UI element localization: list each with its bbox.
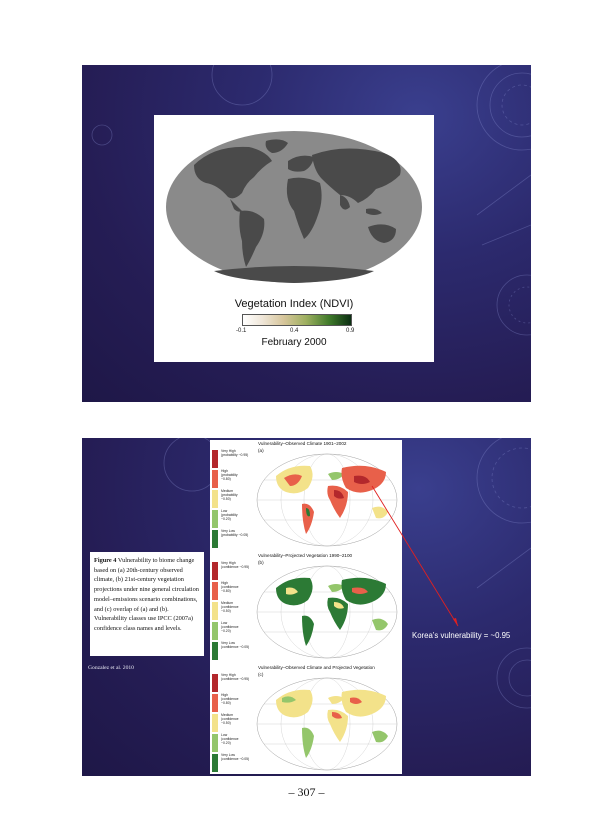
figure-caption [94,556,202,634]
map-title-b: Vulnerability–Projected Vegetation 1990–2100 [258,553,353,558]
korea-vulnerability-annotation: Korea’s vulnerability = ~0.95 [412,631,511,640]
vulnerability-figure [210,440,402,774]
legend-c [212,674,252,774]
legend-item: Medium (confidence ~0.50) [212,714,252,734]
map-block-c [210,664,402,774]
map-block-a [210,440,402,550]
ndvi-figure [154,115,434,362]
world-map-c [254,670,400,774]
figure-source: Gonzalez et al. 2010 [88,665,134,671]
map-letter-b: (b) [258,560,264,565]
legend-a [212,450,252,550]
ndvi-title: Vegetation Index (NDVI) [234,298,354,310]
legend-item: Medium (probability ~0.50) [212,490,252,510]
world-map-a [254,446,400,550]
scale-tick-min: -0.1 [236,328,247,334]
legend-item: High (confidence ~0.80) [212,582,252,602]
legend-item: Medium (confidence ~0.50) [212,602,252,622]
world-map-ndvi [154,115,434,300]
world-map-b [254,558,400,662]
legend-item: Very High (confidence ~0.95) [212,562,252,582]
map-title-c: Vulnerability–Observed Climate and Projected Vegetation [258,665,375,670]
map-block-b [210,552,402,662]
legend-item: Very Low (probability ~0.05) [212,530,252,550]
figure-caption-box [90,552,204,656]
legend-item: Low (confidence ~0.20) [212,734,252,754]
legend-item: Very High (confidence ~0.95) [212,674,252,694]
caption-body: Vulnerability to biome change based on (a) 20th-century observed climate, (b) 21st-century vegetation projections under nine general circulation model–emissions scenario combinations, and (c) overlap of (a) and (b). Vulnerability classes use IPCC (2007a) confidence class names and levels. [94,557,199,632]
scale-tick-max: 0.9 [346,328,355,334]
map-letter-c: (c) [258,672,264,677]
legend-item: Low (confidence ~0.20) [212,622,252,642]
caption-figure-label: Figure 4 [94,557,117,564]
legend-item: Very Low (confidence ~0.05) [212,642,252,662]
legend-item: High (probability ~0.80) [212,470,252,490]
legend-item: Very Low (confidence ~0.05) [212,754,252,774]
legend-item: Very High (probability ~0.95) [212,450,252,470]
legend-b [212,562,252,662]
scale-tick-mid: 0.4 [290,328,299,334]
legend-item: High (confidence ~0.80) [212,694,252,714]
ndvi-color-scale [242,314,352,326]
slide-ndvi [82,65,531,402]
legend-item: Low (probability ~0.20) [212,510,252,530]
page-number: – 307 – [288,785,325,799]
slide-vulnerability [82,438,531,776]
map-title-a: Vulnerability–Observed Climate 1901–2002 [258,441,347,446]
map-letter-a: (a) [258,448,264,453]
ndvi-date: February 2000 [261,337,327,348]
